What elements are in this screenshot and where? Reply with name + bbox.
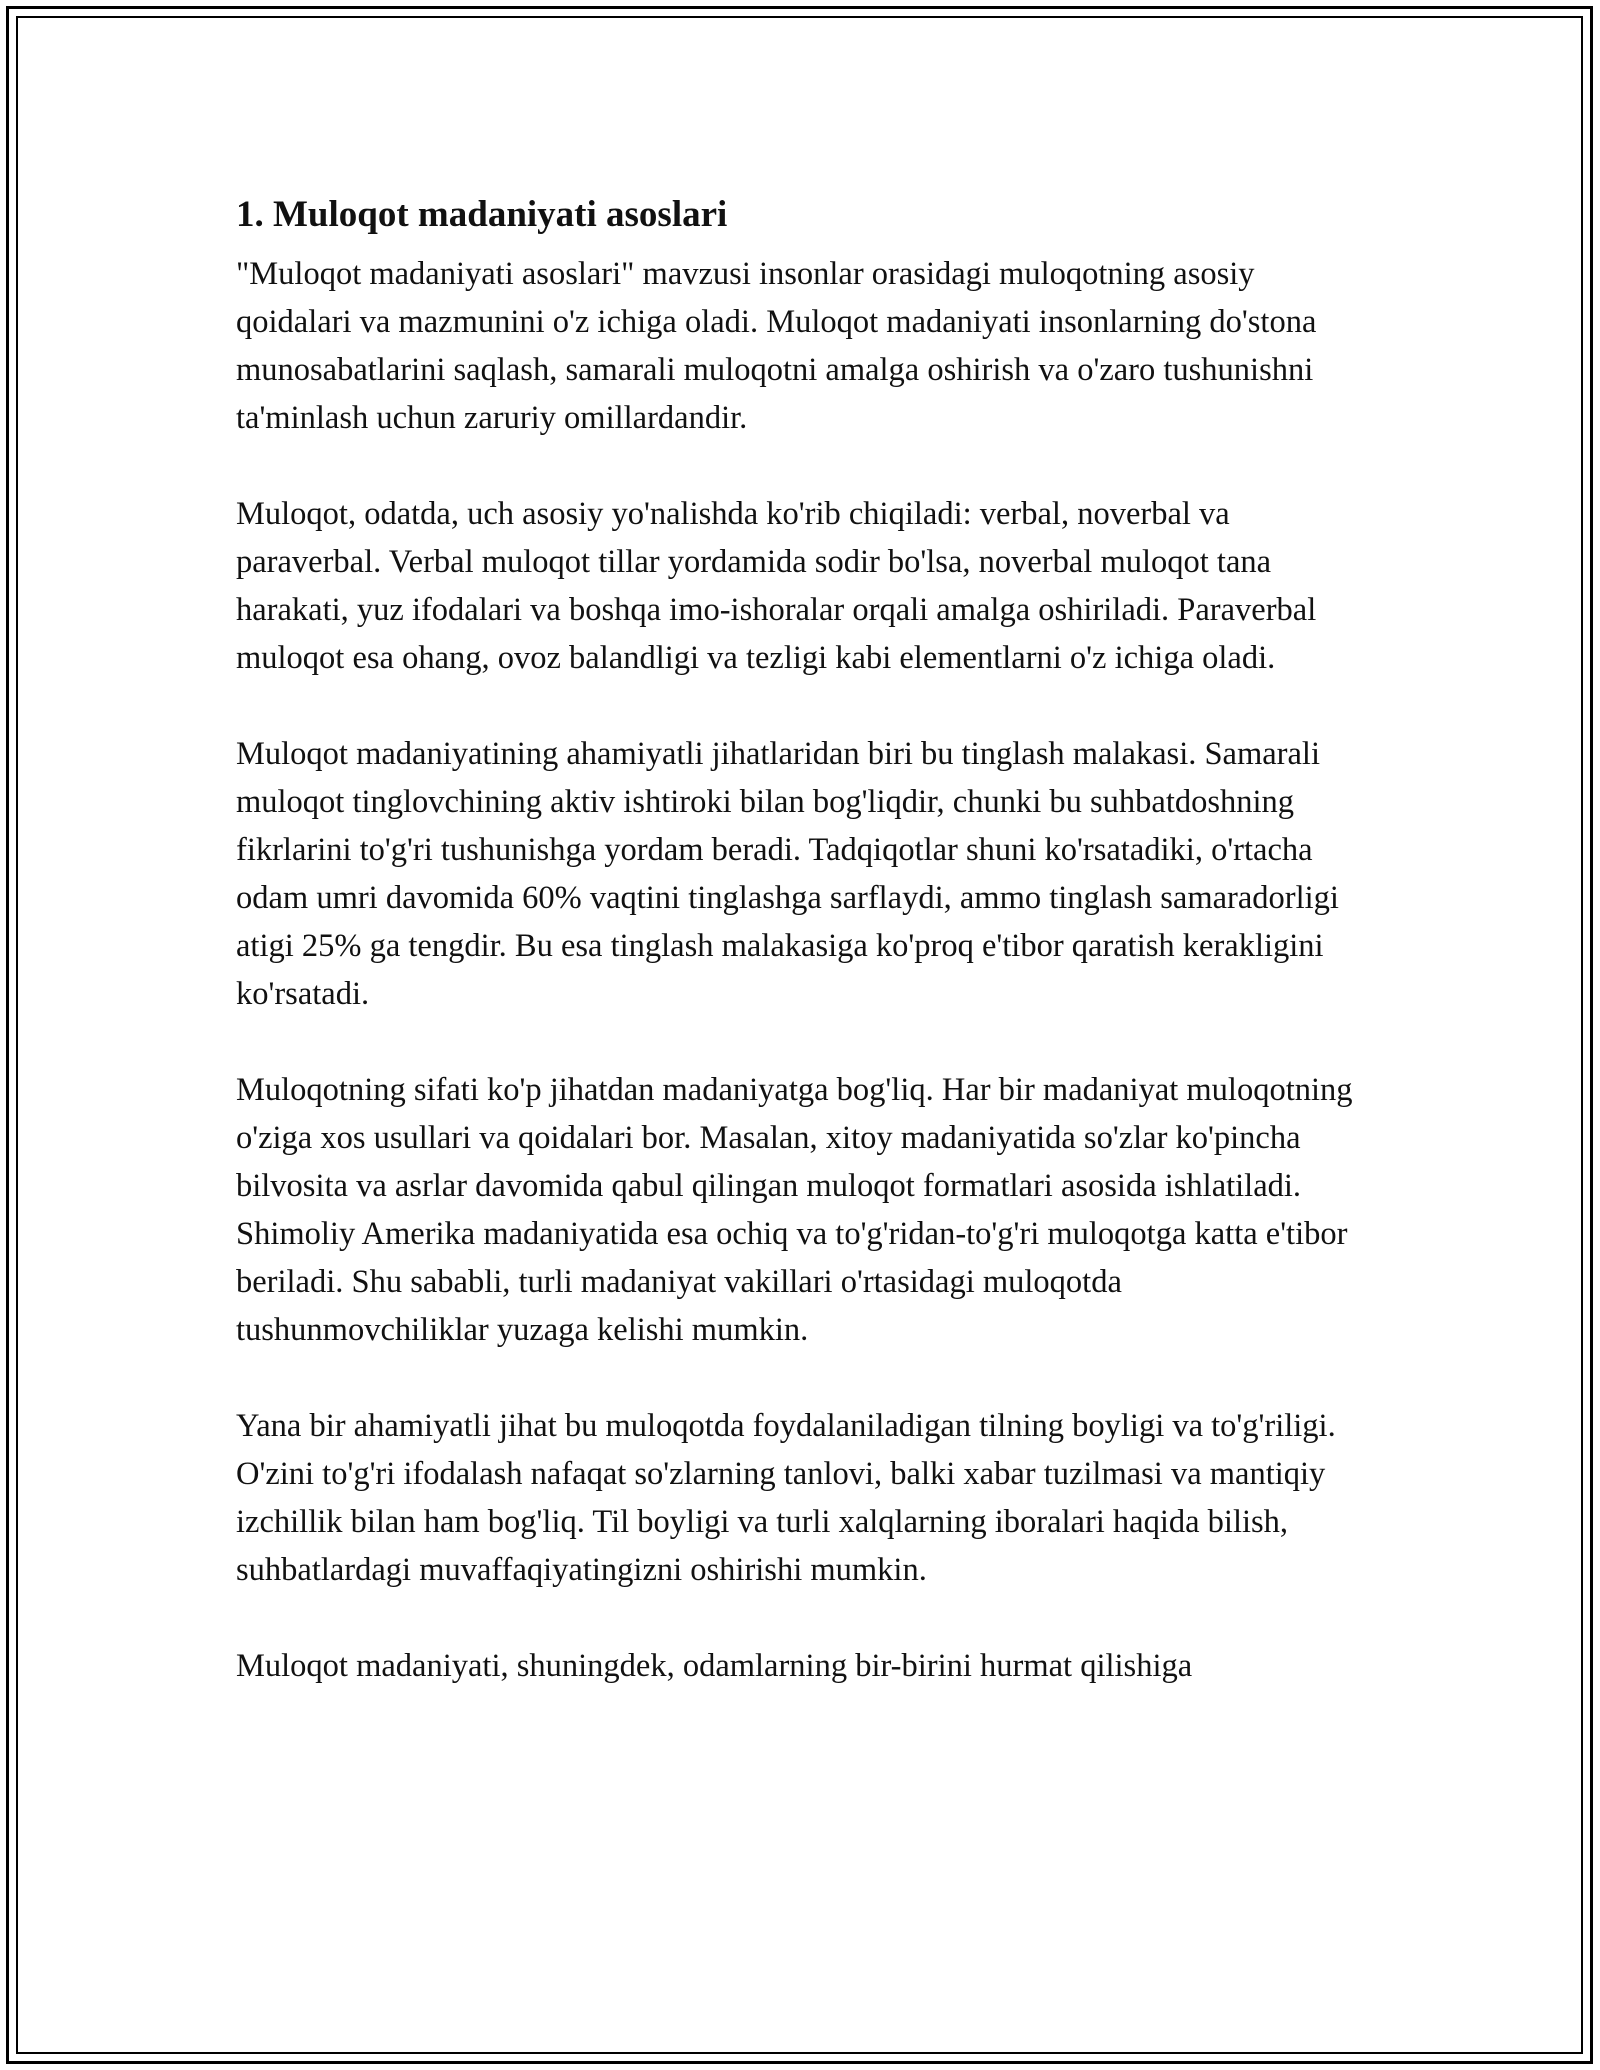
document-body (236, 184, 1366, 1738)
paragraph-respect: Muloqot madaniyati, shuningdek, odamlarning bir-birini hurmat qilishiga (236, 1648, 1193, 1684)
paragraph-culture: Muloqotning sifati ko'p jihatdan madaniyatga bog'liq. Har bir madaniyat muloqotning o'ziga xos usullari va qoidalari bor. Masalan, xitoy madaniyatida so'zlar ko'pincha bilvosita va asrlar davomida qabul qilingan muloqot formatlari asosida ishlatiladi. Shimoliy Amerika madaniyatida esa ochiq va to'g'ridan-to'g'ri muloqotga katta e'tibor beriladi. Shu sababli, turli madaniyat vakillari o'rtasidagi muloqotda tushunmovchiliklar yuzaga kelishi mumkin. (236, 1072, 1353, 1348)
section-heading: 1. Muloqot madaniyati asoslari (236, 194, 728, 235)
paragraph-language-richness: Yana bir ahamiyatli jihat bu muloqotda foydalaniladigan tilning boyligi va to'g'riligi. O'zini to'g'ri ifodalash nafaqat so'zlarning tanlovi, balki xabar tuzilmasi va mantiqiy izchillik bilan ham bog'liq. Til boyligi va turli xalqlarning iboralari haqida bilish, suhbatlardagi muvaffaqiyatingizni oshirishi mumkin. (236, 1408, 1336, 1588)
paragraph-communication-types: Muloqot, odatda, uch asosiy yo'nalishda ko'rib chiqiladi: verbal, noverbal va paraverbal. Verbal muloqot tillar yordamida sodir bo'lsa, noverbal muloqot tana harakati, yuz ifodalari va boshqa imo-ishoralar orqali amalga oshiriladi. Paraverbal muloqot esa ohang, ovoz balandligi va tezligi kabi elementlarni o'z ichiga oladi. (236, 496, 1317, 676)
paragraph-listening-skill: Muloqot madaniyatining ahamiyatli jihatlaridan biri bu tinglash malakasi. Samarali muloqot tinglovchining aktiv ishtiroki bilan bog'liqdir, chunki bu suhbatdoshning fikrlarini to'g'ri tushunishga yordam beradi. Tadqiqotlar shuni ko'rsatadiki, o'rtacha odam umri davomida 60% vaqtini tinglashga sarflaydi, ammo tinglash samaradorligi atigi 25% ga tengdir. Bu esa tinglash malakasiga ko'proq e'tibor qaratish kerakligini ko'rsatadi. (236, 736, 1339, 1012)
paragraph-intro: "Muloqot madaniyati asoslari" mavzusi insonlar orasidagi muloqotning asosiy qoidalari va mazmunini o'z ichiga oladi. Muloqot madaniyati insonlarning do'stona munosabatlarini saqlash, samarali muloqotni amalga oshirish va o'zaro tushunishni ta'minlash uchun zaruriy omillardandir. (236, 256, 1317, 436)
